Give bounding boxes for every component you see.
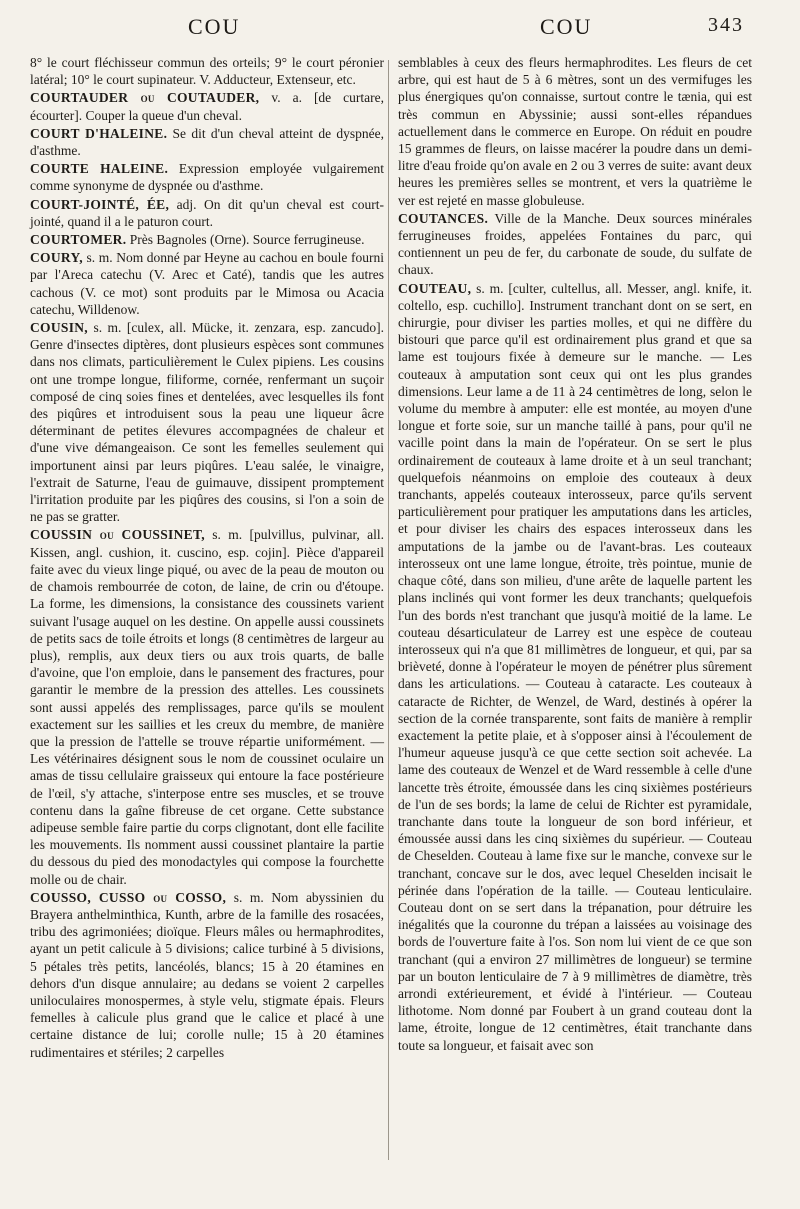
dictionary-entry [30,196,384,230]
entry-definition: 8° le court fléchisseur commun des orteils; 9° le court péronier latéral; 10° le court supinateur. V. Adducteur, Extenseur, etc. [30,55,384,88]
entry-headword: COURTAUDER ou COUTAUDER, [30,90,260,106]
page-number: 343 [708,14,744,36]
entry-headword: COURY, [30,250,83,266]
entry-definition: s. m. [culex, all. Mücke, it. zenzara, esp. zancudo]. Genre d'insectes diptères, dont plusieurs espèces sont communes dans nos climats, particulièrement le Culex pipiens. Les cousins ont une trompe longue, filiforme, cornée, renfermant un suçoir composé de cinq soies fines et dentelées, avec lesquelles ils font des piqûres et introduisent sous la peau une liqueur âcre déterminant de petites élevures accompagnées de chaleur et d'une vive démangeaison. Ce sont les femelles seulement qui importunent ainsi par leurs piqûres. L'eau salée, le vinaigre, l'extrait de Saturne, l'eau de guimauve, dissipent promptement l'irritation produite par les piqûres des cousins, si l'on a soin de ne pas se gratter. [30,320,385,525]
entry-headword: COURT-JOINTÉ, ÉE, [30,196,170,212]
dictionary-entry [30,231,384,248]
entry-headword: COURT D'HALEINE. [30,125,168,141]
dictionary-entry [30,54,384,88]
left-column [30,54,384,1062]
entry-headword: COUTEAU, [398,280,472,296]
dictionary-entry [30,319,384,525]
entry-headword: COUSIN, [30,320,88,336]
running-header [0,14,800,54]
column-divider [388,60,389,1160]
dictionary-entry [398,210,752,279]
entry-definition: s. m. [pulvillus, pulvinar, all. Kissen, angl. cushion, it. cuscino, esp. cojin]. Pièce d'appareil faite avec du vieux linge piqué, ou avec de la peau de mouton ou de chamois rembourrée de coton, de laine, de crin ou d'étoupe. La forme, les dimensions, la consistance des coussinets varient suivant l'usage auquel on les destine. On appelle aussi coussinets de petits sacs de toile étroits et longs (8 centimètres de largeur au plus), remplis, aux deux tiers ou aux trois quarts, de balle d'avoine, que l'on emploie, dans le pansement des fractures, pour garantir le membre de la pression des attelles. Les coussinets sont aussi appelés des remplissages, parce qu'ils se moulent exactement sur les saillies et les creux du membre, de manière que la pression de l'attelle se trouve répartie uniformément. — Les vétérinaires désignent sous le nom de coussinet oculaire un amas de tissu cellulaire graisseux qui entoure la face postérieure de l'œil, s'y attache, s'interpose entre ses muscles, et se trouve contenu dans la gaîne fibreuse de cet organe. Cette substance adipeuse semble faire partie du corps clignotant, dont elle facilite les mouvements. Ils nomment aussi coussinet plantaire la partie du dessous du pied des monodactyles qui compose la fourchette molle ou de chair. [30,527,385,887]
entry-headword: COUSSO, CUSSO ou COSSO, [30,889,227,905]
entry-definition: Expression employée vulgairement comme synonyme de dyspnée ou d'asthme. [30,161,384,194]
entry-headword: COUSSIN ou COUSSINET, [30,527,205,543]
entry-headword: COURTOMER. [30,232,127,248]
entry-definition: Près Bagnoles (Orne). Source ferrugineuse. [129,232,365,248]
entry-definition: v. a. [de curtare, écourter]. Couper la queue d'un cheval. [30,90,385,123]
dictionary-entry [30,249,384,318]
dictionary-entry [30,89,384,123]
entry-headword: COUTANCES. [398,210,489,226]
entry-headword: COURTE HALEINE. [30,161,169,177]
header-right-word: COU [540,14,593,39]
dictionary-entry [30,526,384,887]
dictionary-entry [398,54,752,209]
header-left-word: COU [188,14,241,39]
dictionary-entry [30,889,384,1061]
dictionary-entry [398,280,752,1054]
dictionary-entry [30,125,384,159]
entry-definition: adj. On dit qu'un cheval est court-jointé, quand il a le paturon court. [30,196,385,229]
entry-definition: s. m. Nom donné par Heyne au cachou en boule fourni par l'Areca catechu (V. Arec et Caté), tandis que les autres cachous (V. ce mot) sont produits par le Mimosa ou Acacia catechu, Willdenow. [30,250,384,317]
entry-definition: Se dit d'un cheval atteint de dyspnée, d'asthme. [30,125,384,159]
dictionary-entry [30,160,384,194]
entry-definition: Ville de la Manche. Deux sources minérales ferrugineuses froides, appelées Fontaines du parc, qui contiennent un peu de fer, du carbonate de soude, du sulfate de chaux. [398,210,752,278]
entry-definition: s. m. [culter, cultellus, all. Messer, angl. knife, it. coltello, esp. cuchillo]. Instrument tranchant dont on se sert, en chirurgie, pour diviser les parties molles, et qui ne diffère du bistouri que parce qu'il est ordinairement plus grand et que sa lame est toujours fixée à demeure sur le manche. — Les couteaux à amputation sont ceux qui ont les plus grandes dimensions. Leur lame a de 11 à 24 centimètres de long, selon le volume du membre à amputer: elle est montée, au moyen d'une longue et forte soie, sur un manche taillé à pans, pour qu'il ne vacille point dans la main de l'opérateur. On se sert le plus ordinairement de couteaux à lame droite et à un seul tranchant; quelquefois néanmoins on emploie des couteaux à deux tranchants, appelés couteaux interosseux, parce qu'ils servent particulièrement pour pratiquer les amputations dans les articles, et pour diviser les chairs des espaces interosseux dans les amputations de la jambe ou de l'avant-bras. Les couteaux interosseux ont une lame longue, étroite, très pointue, munie de chaque côté, dans son milieu, d'une arête de laquelle partent les plans inclinés qui vont former les deux tranchants; quelquefois l'un des bords n'est tranchant que jusqu'à moitié de la lame. Le couteau désarticulateur de Larrey est une espèce de couteau interosseux qui n'a que 81 millimètres de longueur, et qui, par sa brièveté, donne à l'opérateur le moyen de pénétrer plus sûrement dans les articulations. — Couteau à cataracte. Les couteaux à cataracte de Richter, de Wenzel, de Ward, destinés à opérer la section de la cornée transparente, sont faits de manière à remplir exactement la petite plaie, et à s'opposer ainsi à l'écoulement de l'humeur aqueuse jusqu'à ce que cette section soit achevée. La lame des couteaux de Wenzel et de Ward ressemble à celle d'une lancette très étroite, émoussée dans les cinq sixièmes postérieurs de l'un de ses bords; la lame de celui de Richter est pyramidale, tranchante dans toute la longueur de son bord inférieur, et émoussée aussi dans les cinq sixièmes du supérieur. — Couteau de Cheselden. Couteau à lame fixe sur le manche, convexe sur le tranchant, concave sur le dos, avec lequel Cheselden incisait le périnée dans l'opération de la taille. — Couteau lenticulaire. Couteau dont on se sert dans la trépanation, pour détruire les inégalités que la couronne du trépan a laissées au voisinage des bords de l'ouverture faite à l'os. Son nom lui vient de ce que son tranchant (qui a environ 27 millimètres de longueur) se termine par un bouton lenticulaire de 7 à 9 millimètres de diamètre, très arrondi extérieurement, et évidé à l'intérieur. — Couteau lithotome. Nom donné par Foubert à un grand couteau dont la lame, étroite, longue de 12 centimètres, était tranchante dans toute sa longueur, et faisait avec son [398,280,752,1053]
entry-definition: semblables à ceux des fleurs hermaphrodites. Les fleurs de cet arbre, qui est haut de 5 à 6 mètres, sont un des vermifuges les plus énergiques qu'on connaisse, surtout contre le tænia, qui est très commun en Abyssinie; aussi sont-elles répandues actuellement dans le commerce en Europe. On réduit en poudre 15 grammes de fleurs, on laisse macérer la poudre dans un demi-litre d'eau froide qu'on avale en 2 ou 3 verres de suite: avant deux heures les premières selles se montrent, et vers la quatrième le ver est rejeté en masse globuleuse. [398,55,752,208]
right-column [398,54,752,1055]
entry-definition: s. m. Nom abyssinien du Brayera anthelminthica, Kunth, arbre de la famille des rosacées, tribu des agrimoniées; dioïque. Fleurs mâles ou hermaphrodites, ayant un petit calicule à 5 divisions; calice turbiné à 5 divisions, 5 pétales très petits, lancéolés, blancs; 15 à 20 étamines en dehors d'un disque annulaire; au dedans se voient 2 carpelles uniloculaires monospermes, à style velu, stigmate épais. Fleurs femelles à calicule plus grand que le calice et placé à une certaine distance de lui; corolle nulle; 15 à 20 étamines rudimentaires et stériles; 2 carpelles [30,889,385,1060]
